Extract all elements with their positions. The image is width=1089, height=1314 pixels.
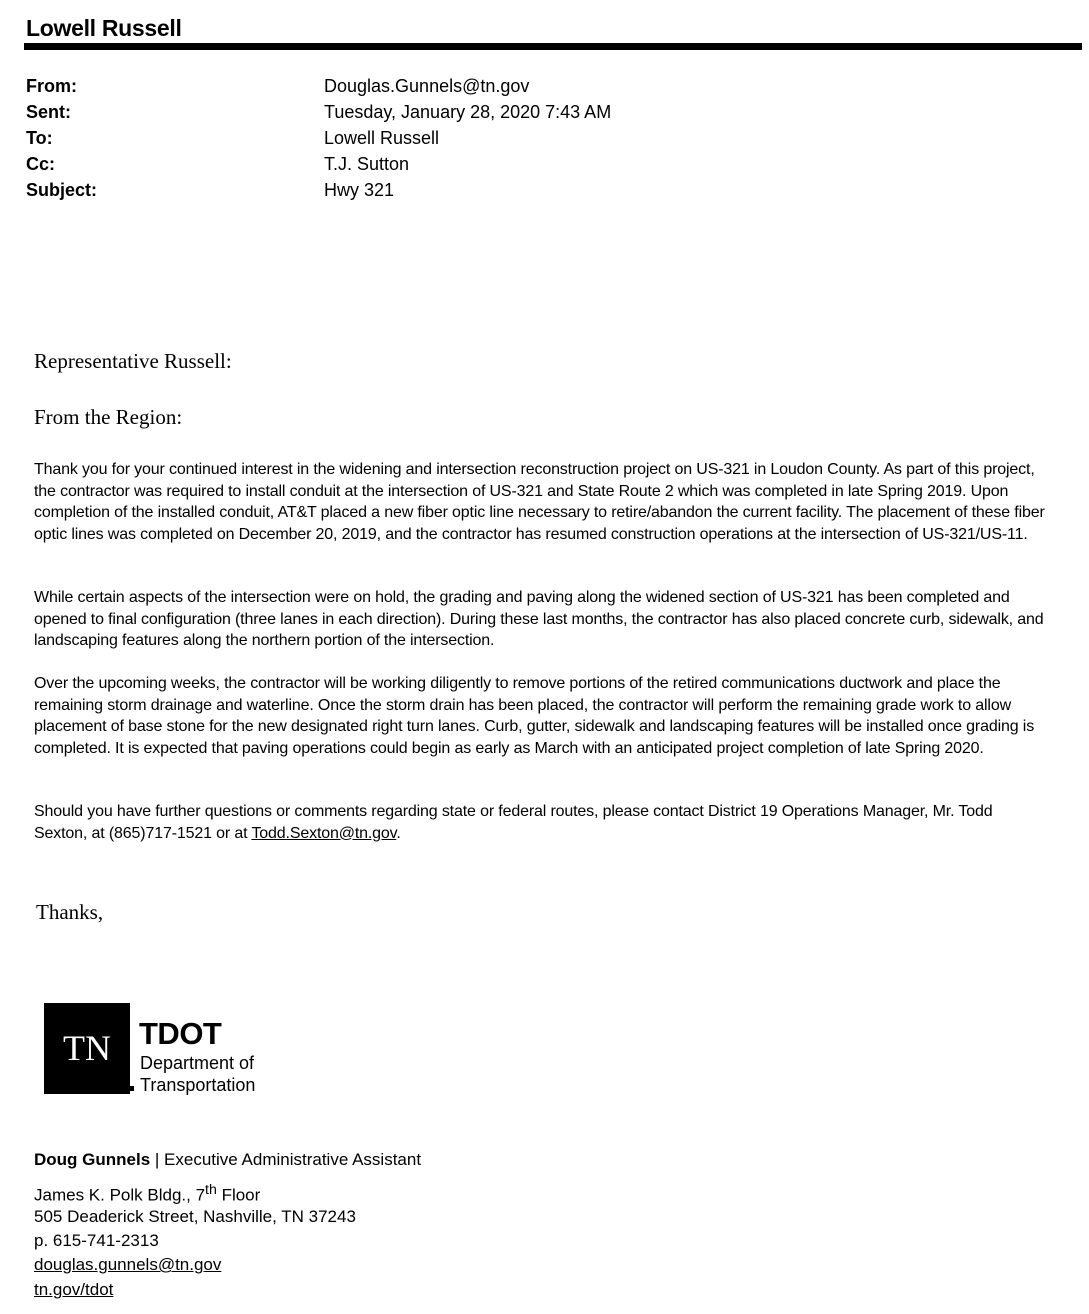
body-paragraph: Thank you for your continued interest in the widening and intersection reconstruction project on US-321 in Loudon County. As part of this project, the contractor was required to install conduit at the intersection of US-321 and State Route 2 which was completed in late Spring 2019. Upon completion of the installed conduit, AT&T placed a new fiber optic line necessary to retire/abandon the current facility. The placement of these fiber optic lines was completed on December 20, 2019, and the contractor has resumed construction operations at the intersection of US-321/US-11. — [34, 461, 1045, 543]
closing: Thanks, — [36, 900, 104, 924]
signature-separator: | — [150, 1150, 165, 1169]
body-paragraph: Over the upcoming weeks, the contractor will be working diligently to remove portions of the retired communications ductwork and place the remaining storm drainage and waterline. Once the storm drain has been placed, the contractor will perform the remaining grade work to allow placement of base stone for the new designated right turn lanes. Curb, gutter, sidewalk and landscaping features will be installed once grading is completed. It is expected that paving operations could begin as early as March with an anticipated project completion of late Spring 2020. — [34, 675, 1035, 757]
signature-phone: p. 615-741-2313 — [34, 1231, 159, 1250]
contact-email-link[interactable]: Todd.Sexton@tn.gov — [251, 824, 397, 842]
signature-website-link[interactable]: tn.gov/tdot — [34, 1280, 114, 1299]
salutation: Representative Russell: — [34, 349, 232, 373]
cc-value: T.J. Sutton — [324, 154, 410, 174]
signature-address: 505 Deaderick Street, Nashville, TN 37243 — [34, 1207, 356, 1226]
subject-label: Subject: — [26, 180, 98, 200]
body-paragraph: While certain aspects of the intersection were on hold, the grading and paving along the widened section of US-321 has been completed and opened to final configuration (three lanes in each direction). During these last months, the contractor has also placed concrete curb, sidewalk, and landscaping features along the northern portion of the intersection. — [34, 589, 1044, 649]
logo-bar — [88, 1086, 134, 1091]
from-value: Douglas.Gunnels@tn.gov — [324, 76, 530, 96]
signature-title: Executive Administrative Assistant — [164, 1150, 422, 1169]
from-label: From: — [26, 76, 77, 96]
signature-email-line — [34, 1253, 221, 1277]
sent-value: Tuesday, January 28, 2020 7:43 AM — [324, 102, 612, 122]
logo-transportation: Transportation — [140, 1075, 256, 1095]
contact-paragraph — [34, 801, 1048, 844]
tdot-logo — [44, 1003, 294, 1095]
building-suffix: Floor — [216, 1185, 261, 1205]
sender-name: Lowell Russell — [26, 15, 182, 41]
cc-label: Cc: — [26, 154, 56, 174]
sent-label: Sent: — [26, 102, 71, 122]
signature-email-link[interactable]: douglas.gunnels@tn.gov — [34, 1255, 222, 1274]
building-sup: th — [205, 1182, 217, 1198]
region-intro: From the Region: — [34, 405, 183, 429]
signature-building — [34, 1178, 260, 1208]
tn-logo-box: TN — [44, 1003, 130, 1094]
logo-title: TDOT — [139, 1016, 222, 1051]
building-text: James K. Polk Bldg., 7 — [34, 1185, 206, 1205]
logo-department: Department of — [140, 1053, 255, 1073]
signature-name-line — [34, 1148, 421, 1172]
contact-end: . — [396, 824, 401, 842]
contact-text: Should you have further questions or comments regarding state or federal routes, please contact District 19 Operations Manager, Mr. Todd Sexton, at (865)717-1521 or at — [34, 803, 993, 842]
to-value: Lowell Russell — [324, 128, 440, 148]
signature-name: Doug Gunnels — [34, 1150, 151, 1169]
header-divider — [24, 43, 1082, 50]
signature-website-line — [34, 1278, 113, 1302]
to-label: To: — [26, 128, 53, 148]
subject-value: Hwy 321 — [324, 180, 395, 200]
